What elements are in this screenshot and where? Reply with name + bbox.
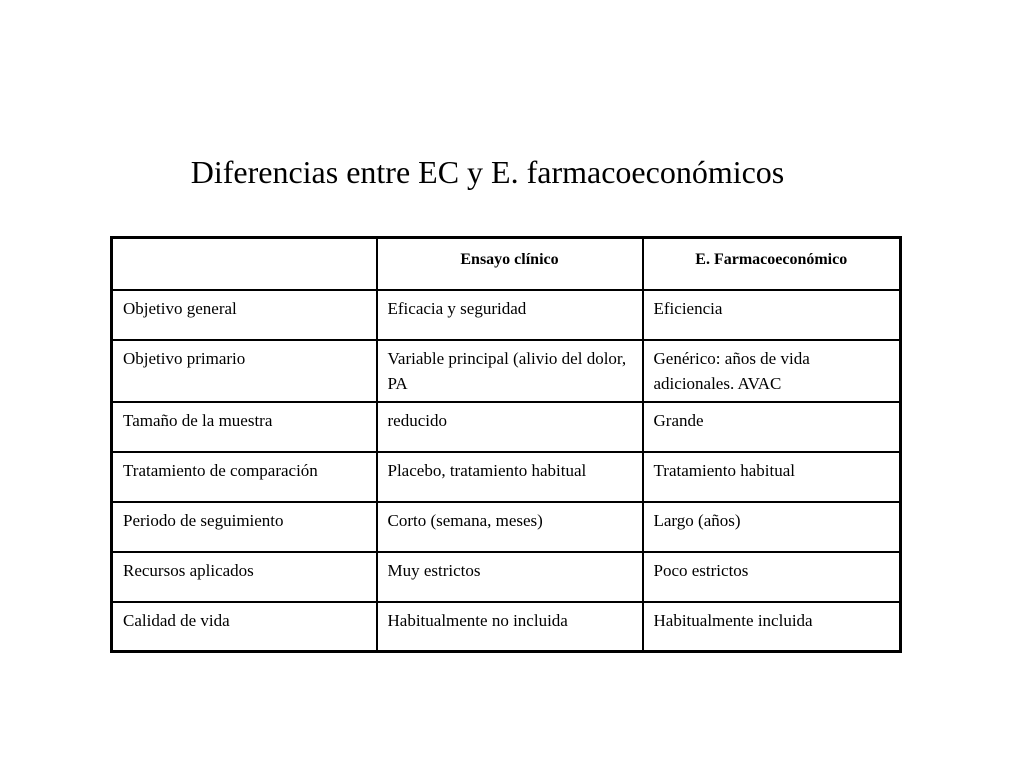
table-row [112, 340, 901, 402]
row-label: Tamaño de la muestra [112, 402, 377, 452]
table-row [112, 502, 901, 552]
table-row [112, 402, 901, 452]
cell-farmacoeconomico: Habitualmente incluida [643, 602, 901, 652]
cell-farmacoeconomico: Genérico: años de vida adicionales. AVAC [643, 340, 901, 402]
cell-farmacoeconomico: Poco estrictos [643, 552, 901, 602]
slide-title: Diferencias entre EC y E. farmacoeconómicos [190, 154, 785, 190]
cell-farmacoeconomico: Tratamiento habitual [643, 452, 901, 502]
cell-farmacoeconomico: Grande [643, 402, 901, 452]
table-row [112, 452, 901, 502]
row-label: Recursos aplicados [112, 552, 377, 602]
table-header-row [112, 238, 901, 290]
cell-ensayo-clinico: reducido [377, 402, 643, 452]
cell-ensayo-clinico: Eficacia y seguridad [377, 290, 643, 340]
comparison-table [110, 236, 902, 653]
cell-ensayo-clinico: Variable principal (alivio del dolor, PA [377, 340, 643, 402]
table-row [112, 552, 901, 602]
header-cell-farmacoeconomico: E. Farmacoeconómico [643, 238, 901, 290]
cell-ensayo-clinico: Habitualmente no incluida [377, 602, 643, 652]
header-cell-empty [112, 238, 377, 290]
row-label: Objetivo primario [112, 340, 377, 402]
row-label: Periodo de seguimiento [112, 502, 377, 552]
comparison-table-container [110, 236, 899, 652]
row-label: Objetivo general [112, 290, 377, 340]
cell-ensayo-clinico: Placebo, tratamiento habitual [377, 452, 643, 502]
cell-ensayo-clinico: Muy estrictos [377, 552, 643, 602]
cell-ensayo-clinico: Corto (semana, meses) [377, 502, 643, 552]
table-row [112, 602, 901, 652]
table-row [112, 290, 901, 340]
header-cell-ensayo-clinico: Ensayo clínico [377, 238, 643, 290]
cell-farmacoeconomico: Eficiencia [643, 290, 901, 340]
row-label: Calidad de vida [112, 602, 377, 652]
row-label: Tratamiento de comparación [112, 452, 377, 502]
cell-farmacoeconomico: Largo (años) [643, 502, 901, 552]
